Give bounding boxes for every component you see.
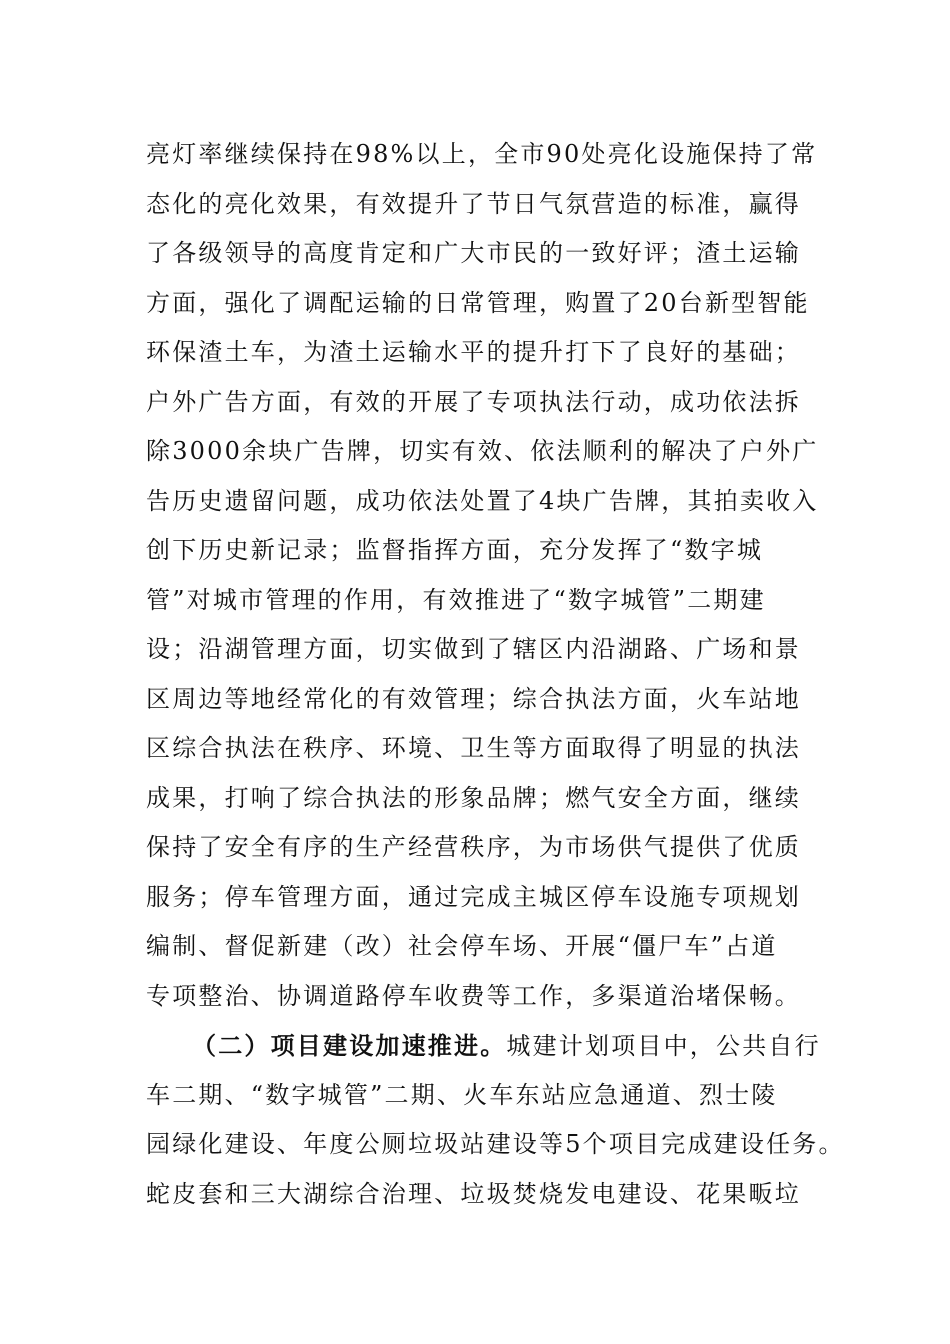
text-line: 亮灯率继续保持在98%以上，全市90处亮化设施保持了常: [146, 140, 818, 168]
text-line: 编制、督促新建（改）社会停车场、开展“僵尸车”占道: [146, 932, 778, 960]
text-line: 设；沿湖管理方面，切实做到了辖区内沿湖路、广场和景: [146, 635, 801, 663]
text-line: 除3000余块广告牌，切实有效、依法顺利的解决了户外广: [146, 437, 819, 465]
text-line: 方面，强化了调配运输的日常管理，购置了20台新型智能: [146, 288, 810, 317]
text-line: 蛇皮套和三大湖综合治理、垃圾焚烧发电建设、花果畈垃: [146, 1179, 801, 1208]
text-line: 了各级领导的高度肯定和广大市民的一致好评；渣土运输: [146, 239, 801, 267]
body-text: [146, 130, 846, 1219]
section-first-line-text: 城建计划项目中，公共自行: [506, 1032, 821, 1060]
section-first-line: [146, 1021, 846, 1071]
text-line: 园绿化建设、年度公厕垃圾站建设等5个项目完成建设任务。: [146, 1130, 845, 1158]
text-line: 区综合执法在秩序、环境、卫生等方面取得了明显的执法: [146, 734, 801, 762]
text-line: 环保渣土车，为渣土运输水平的提升打下了良好的基础；: [146, 338, 801, 366]
text-line: 户外广告方面，有效的开展了专项执法行动，成功依法拆: [146, 387, 801, 416]
text-line: 服务；停车管理方面，通过完成主城区停车设施专项规划: [146, 882, 801, 911]
text-line: 专项整治、协调道路停车收费等工作，多渠道治堵保畅。: [146, 981, 801, 1010]
text-line: 车二期、“数字城管”二期、火车东站应急通道、烈士陵: [146, 1080, 778, 1109]
text-line: 成果，打响了综合执法的形象品牌；燃气安全方面，继续: [146, 783, 801, 812]
text-line: 告历史遗留问题，成功依法处置了4块广告牌，其拍卖收入: [146, 486, 819, 515]
text-line: 态化的亮化效果，有效提升了节日气氛营造的标准，赢得: [146, 189, 801, 218]
text-line: 保持了安全有序的生产经营秩序，为市场供气提供了优质: [146, 833, 801, 861]
text-line: 管”对城市管理的作用，有效推进了“数字城管”二期建: [146, 585, 766, 614]
text-line: 区周边等地经常化的有效管理；综合执法方面，火车站地: [146, 684, 801, 713]
section-heading: （二）项目建设加速推进。: [192, 1031, 507, 1060]
text-line: 创下历史新记录；监督指挥方面，充分发挥了“数字城: [146, 536, 764, 564]
